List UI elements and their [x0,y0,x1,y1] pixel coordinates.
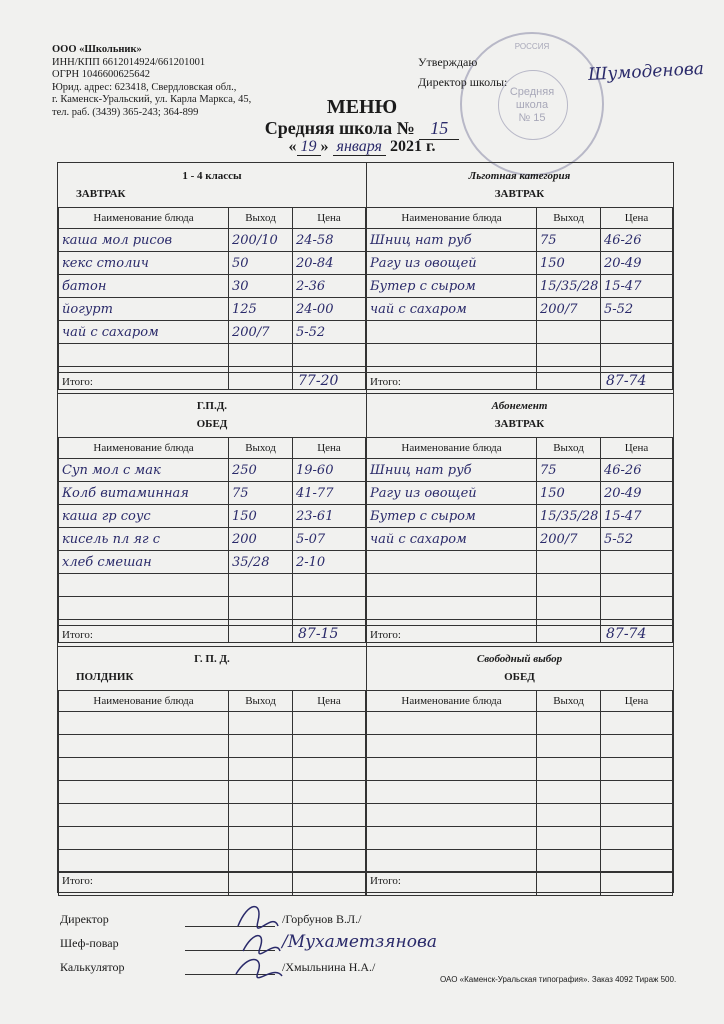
dish-price: 5-52 [601,528,673,551]
dish-price [293,850,366,873]
footer-calc-label: Калькулятор [60,960,125,974]
dish-price [601,781,673,804]
dish-name: батон [59,275,229,298]
dish-name [367,827,537,850]
dish-output: 150 [229,505,293,528]
dish-price: 2-36 [293,275,366,298]
dish-name [367,735,537,758]
date-open-quote: « [288,138,297,155]
total-label: Итого: [62,376,93,388]
column-header-price: Цена [293,208,366,229]
dish-output: 75 [537,459,601,482]
dish-price: 15-47 [601,505,673,528]
dish-name: чай с сахаром [59,321,229,344]
dish-output [229,804,293,827]
table-row [367,482,673,505]
table-row [59,574,366,597]
column-header-price: Цена [293,438,366,459]
dish-price [601,574,673,597]
table-row [59,735,366,758]
dish-output [229,597,293,620]
dish-output [537,850,601,873]
table-row [59,850,366,873]
column-header-out: Выход [537,438,601,459]
dish-output [229,827,293,850]
director-name: /Горбунов В.Л./ [282,912,362,926]
panel-total [366,871,673,892]
panel-meal: ОБЕД [196,418,228,430]
chef-name: /Мухаметзянова [282,932,437,952]
dish-price: 46-26 [601,229,673,252]
dish-name [367,850,537,873]
column-header-price: Цена [601,438,673,459]
panel-total [58,625,366,646]
table-row [59,758,366,781]
menu-table [366,437,673,643]
total-value: 87-74 [606,373,647,389]
table-row [59,459,366,482]
table-row [367,275,673,298]
dish-name: Колб витаминная [59,482,229,505]
table-row [59,505,366,528]
approve-label: Утверждаю [418,55,478,69]
dish-price [601,735,673,758]
menu-table [58,690,366,896]
dish-price: 24-00 [293,298,366,321]
dish-price [293,574,366,597]
school-number: 15 [419,118,459,140]
column-header-out: Выход [229,438,293,459]
dish-price: 15-47 [601,275,673,298]
dish-name [59,827,229,850]
date-close-quote: » [320,138,329,155]
dish-output [229,344,293,367]
dish-price: 5-52 [293,321,366,344]
panel-privileged [366,163,673,393]
dish-output [229,781,293,804]
dish-price: 2-10 [293,551,366,574]
total-label: Итого: [62,875,93,887]
panel-total [58,372,366,393]
total-label: Итого: [370,376,401,388]
dish-name [367,574,537,597]
dish-name [367,551,537,574]
org-phone: тел. раб. (3439) 365-243; 364-899 [52,106,199,118]
table-row [367,229,673,252]
dish-name [59,758,229,781]
table-row [59,597,366,620]
dish-output [537,712,601,735]
footer-chef-label: Шеф-повар [60,936,119,950]
dish-output [229,735,293,758]
table-row [59,804,366,827]
dish-price [601,712,673,735]
dish-price [293,712,366,735]
total-value: 87-74 [606,626,647,642]
dish-name: Рагу из овощей [367,252,537,275]
org-address-2: г. Каменск-Уральский, ул. Карла Маркса, 45, [52,94,252,106]
dish-name [59,712,229,735]
dish-price [293,597,366,620]
director-signature: Шумоденова [587,58,705,86]
menu-table [366,207,673,390]
panel-subscription [366,393,673,646]
dish-output [537,758,601,781]
dish-price [293,344,366,367]
dish-name: кекс столич [59,252,229,275]
dish-price [601,597,673,620]
dish-output: 30 [229,275,293,298]
dish-name [59,344,229,367]
panel-title: Льготная категория [468,170,571,182]
dish-output: 200 [229,528,293,551]
dish-price [293,804,366,827]
panel-title: Абонемент [491,400,548,412]
dish-name [367,597,537,620]
column-header-price: Цена [293,691,366,712]
print-info: ОАО «Каменск-Уральская типография». Заказ 4092 Тираж 500. [440,975,677,984]
page-title: МЕНЮ [326,96,398,118]
dish-output: 75 [229,482,293,505]
date-month: января [333,138,386,156]
table-row [367,551,673,574]
dish-name [367,344,537,367]
dish-output [537,735,601,758]
footer-director-label: Директор [60,912,109,926]
stamp-line-2: школа [515,99,549,111]
dish-output [229,574,293,597]
dish-name: каша мол рисов [59,229,229,252]
org-address-1: Юрид. адрес: 623418, Свердловская обл., [52,81,237,93]
dish-output [537,781,601,804]
dish-name [367,712,537,735]
dish-output [229,758,293,781]
panel-total [58,871,366,892]
dish-name [59,574,229,597]
table-row [367,298,673,321]
menu-table [58,437,366,643]
dish-name: кисель пл яг с [59,528,229,551]
dish-price: 23-61 [293,505,366,528]
column-header-out: Выход [229,691,293,712]
dish-name [59,781,229,804]
dish-output [537,344,601,367]
dish-price: 5-52 [601,298,673,321]
total-value: 87-15 [298,626,339,642]
table-row [59,528,366,551]
panel-meal: ПОЛДНИК [76,671,134,683]
dish-price [293,735,366,758]
column-header-price: Цена [601,208,673,229]
stamp-line-3: № 15 [518,112,546,124]
dish-output: 75 [537,229,601,252]
column-header-out: Выход [229,208,293,229]
table-row [367,505,673,528]
table-row [59,252,366,275]
date-day: 19 [297,138,321,156]
dish-name: Бутер с сыром [367,275,537,298]
table-row [367,827,673,850]
dish-price: 20-49 [601,482,673,505]
dish-price [601,850,673,873]
dish-output [537,551,601,574]
dish-name [59,804,229,827]
dish-name: каша гр соус [59,505,229,528]
date-year: 2021 г. [389,138,436,155]
total-label: Итого: [370,875,401,887]
total-label: Итого: [62,629,93,641]
column-header-out: Выход [537,691,601,712]
org-ogrn: ОГРН 1046600625642 [52,69,150,81]
table-row [367,459,673,482]
dish-name [367,321,537,344]
table-row [367,781,673,804]
dish-output [229,850,293,873]
dish-name: Суп мол с мак [59,459,229,482]
dish-name [59,735,229,758]
table-row [367,712,673,735]
dish-price [293,758,366,781]
stamp-top-text: РОССИЯ [514,42,550,51]
panel-gpd-snack [58,646,366,892]
school-label: Средняя школа № [264,118,415,138]
dish-price: 19-60 [293,459,366,482]
column-header-name: Наименование блюда [367,208,537,229]
column-header-name: Наименование блюда [59,438,229,459]
dish-output [537,574,601,597]
dish-price: 20-49 [601,252,673,275]
dish-name: чай с сахаром [367,528,537,551]
panel-meal: ЗАВТРАК [76,188,126,200]
table-row [59,712,366,735]
table-row [367,321,673,344]
table-row [59,298,366,321]
table-row [367,252,673,275]
table-row [59,482,366,505]
dish-price [601,827,673,850]
table-row [59,827,366,850]
table-row [59,229,366,252]
dish-output: 250 [229,459,293,482]
dish-output: 200/7 [537,298,601,321]
panel-gpd-lunch [58,393,366,646]
calc-name: /Хмыльнина Н.А./ [282,960,376,974]
panel-title: Г. П. Д. [194,653,230,665]
dish-price [601,551,673,574]
dish-price [293,781,366,804]
column-header-name: Наименование блюда [367,691,537,712]
dish-name: хлеб смешан [59,551,229,574]
table-row [367,735,673,758]
menu-date [0,138,724,156]
table-row [367,528,673,551]
column-header-name: Наименование блюда [59,691,229,712]
school-line [0,118,724,140]
table-row [367,758,673,781]
dish-output: 15/35/28 [537,505,601,528]
dish-output [537,597,601,620]
panel-total [366,625,673,646]
dish-output: 150 [537,482,601,505]
dish-name: йогурт [59,298,229,321]
table-row [59,275,366,298]
dish-name [367,758,537,781]
panel-meal: ЗАВТРАК [494,418,545,430]
dish-output [537,804,601,827]
director-school-label: Директор школы: [418,75,508,89]
dish-output: 200/7 [229,321,293,344]
panel-meal: ОБЕД [504,671,535,683]
dish-name [367,781,537,804]
dish-output [229,712,293,735]
org-inn: ИНН/КПП 6612014924/661201001 [52,56,206,68]
table-row [367,597,673,620]
panel-grades-1-4 [58,163,366,393]
dish-name [59,597,229,620]
dish-name: Шниц нат руб [367,459,537,482]
dish-output: 50 [229,252,293,275]
dish-price: 24-58 [293,229,366,252]
dish-price [293,827,366,850]
dish-price: 5-07 [293,528,366,551]
dish-price: 20-84 [293,252,366,275]
dish-output: 35/28 [229,551,293,574]
table-row [59,321,366,344]
column-header-out: Выход [537,208,601,229]
dish-name [59,850,229,873]
panel-title: 1 - 4 классы [182,170,242,182]
dish-price [601,758,673,781]
total-value: 77-20 [298,373,339,389]
approval-block [418,52,507,92]
dish-name [367,804,537,827]
dish-name: чай с сахаром [367,298,537,321]
menu-table [58,207,366,390]
dish-output [537,827,601,850]
table-row [59,551,366,574]
table-row [59,781,366,804]
dish-price: 46-26 [601,459,673,482]
table-row [367,344,673,367]
menu-grid [57,162,674,893]
handwritten-signatures [228,896,288,986]
dish-price [601,804,673,827]
dish-price: 41-77 [293,482,366,505]
panel-meal: ЗАВТРАК [494,188,545,200]
table-row [367,850,673,873]
menu-table [366,690,673,896]
dish-output: 200/7 [537,528,601,551]
table-row [59,344,366,367]
column-header-price: Цена [601,691,673,712]
panel-total [366,372,673,393]
dish-name: Шниц нат руб [367,229,537,252]
dish-price [601,321,673,344]
dish-output: 150 [537,252,601,275]
dish-price [601,344,673,367]
dish-output [537,321,601,344]
total-label: Итого: [370,629,401,641]
dish-name: Рагу из овощей [367,482,537,505]
table-row [367,804,673,827]
panel-title: Г.П.Д. [196,400,228,412]
stamp-line-1: Средняя [509,86,555,98]
dish-output: 200/10 [229,229,293,252]
dish-name: Бутер с сыром [367,505,537,528]
panel-free-choice [366,646,673,892]
org-name: ООО «Школьник» [52,44,142,55]
table-row [367,574,673,597]
column-header-name: Наименование блюда [367,438,537,459]
panel-title: Свободный выбор [476,653,563,665]
column-header-name: Наименование блюда [59,208,229,229]
dish-output: 15/35/28 [537,275,601,298]
dish-output: 125 [229,298,293,321]
